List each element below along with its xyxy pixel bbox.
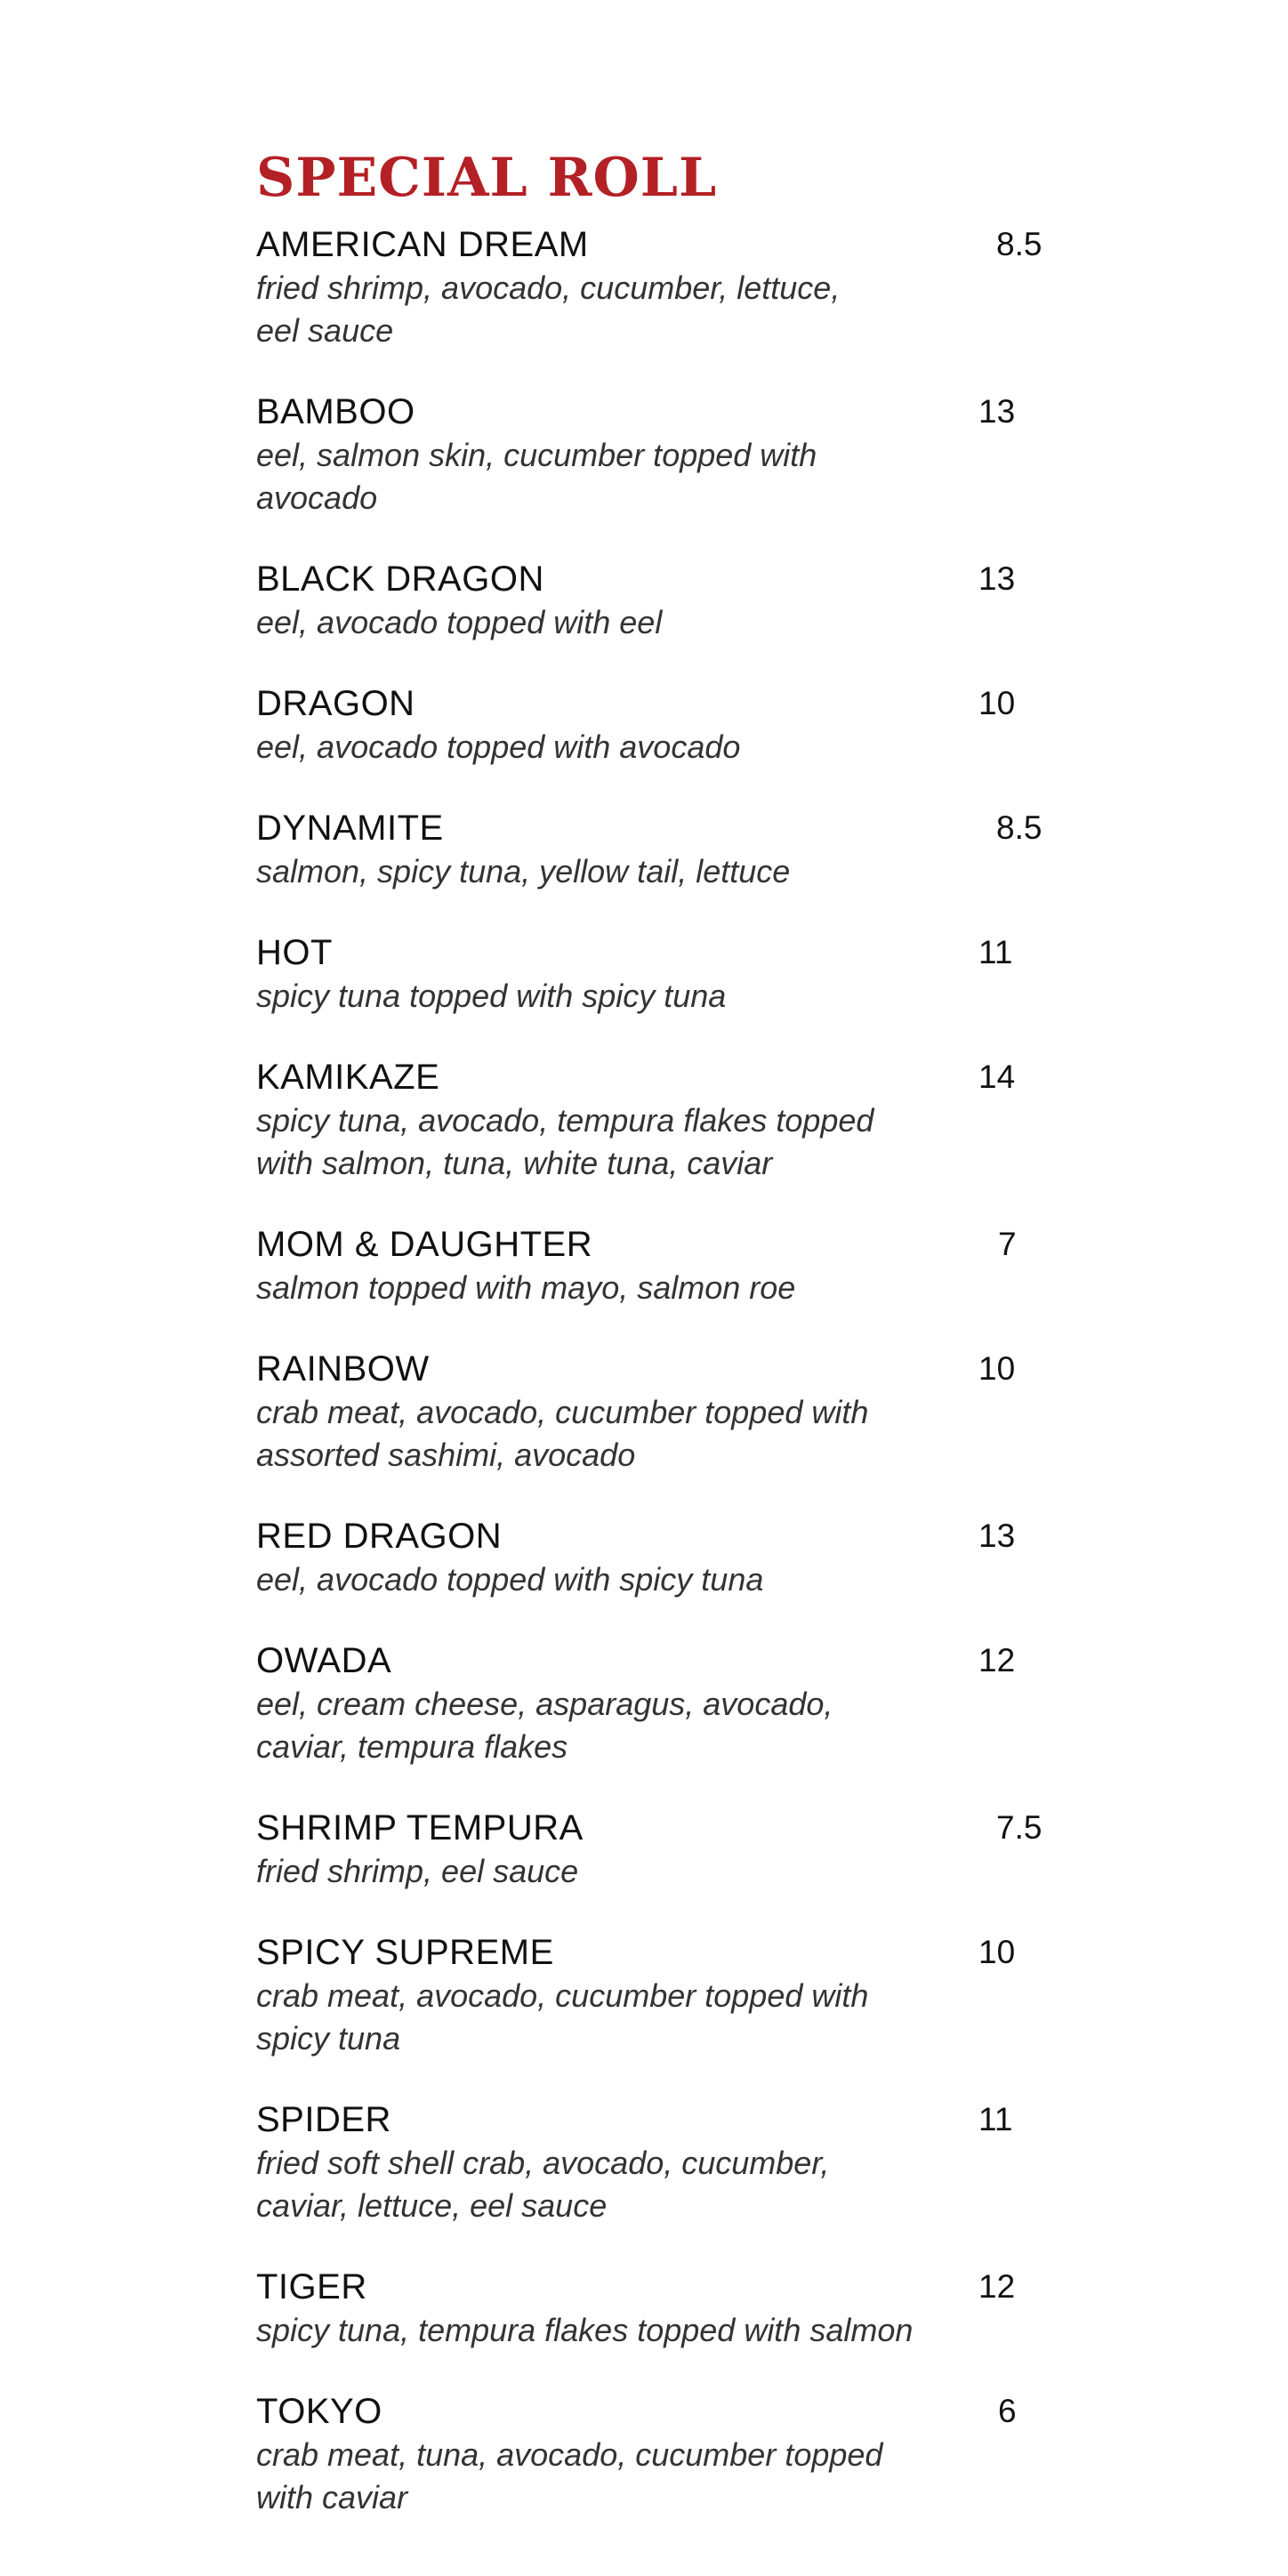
description-line: fried shrimp, avocado, cucumber, lettuce, (256, 270, 841, 306)
item-name: SHRIMP TEMPURA (256, 1808, 584, 1847)
item-description (256, 1558, 968, 1601)
description-line: spicy tuna (256, 2020, 401, 2057)
item-name: SPICY SUPREME (256, 1933, 554, 1972)
menu-item (256, 1930, 1057, 2060)
menu-item (256, 2389, 1057, 2519)
item-description (256, 1683, 932, 1768)
menu-item (256, 390, 1057, 519)
description-line: eel, salmon skin, cucumber topped with (256, 437, 817, 473)
description-line: salmon topped with mayo, salmon roe (256, 1269, 796, 1306)
description-line: salmon, spicy tuna, yellow tail, lettuce (256, 853, 791, 890)
item-price: 13 (978, 393, 1016, 430)
item-name: BAMBOO (256, 392, 415, 431)
item-description (256, 2142, 932, 2227)
item-description (256, 1391, 932, 1477)
item-name: MOM & DAUGHTER (256, 1225, 593, 1264)
item-name: SPIDER (256, 2100, 391, 2139)
item-price: 7.5 (996, 1809, 1042, 1846)
item-description (256, 850, 968, 893)
description-line: eel, cream cheese, asparagus, avocado, (256, 1686, 833, 1722)
item-description (256, 975, 968, 1018)
menu-item-list (256, 222, 1057, 2519)
item-price: 11 (978, 934, 1013, 970)
description-line: avocado (256, 479, 378, 516)
description-line: assorted sashimi, avocado (256, 1437, 636, 1473)
item-description (256, 434, 932, 519)
description-line: with salmon, tuna, white tuna, caviar (256, 1145, 773, 1181)
item-description (256, 601, 968, 644)
description-line: eel, avocado topped with spicy tuna (256, 1561, 764, 1598)
description-line: with caviar (256, 2479, 408, 2516)
description-line: eel sauce (256, 312, 394, 349)
menu-item (256, 681, 1057, 769)
description-line: caviar, lettuce, eel sauce (256, 2187, 608, 2224)
item-name: OWADA (256, 1641, 392, 1680)
item-name: RAINBOW (256, 1349, 430, 1389)
item-description (256, 1850, 968, 1893)
item-description (256, 1267, 968, 1309)
item-name: TOKYO (256, 2392, 382, 2431)
item-price: 8.5 (996, 226, 1042, 262)
menu-item (256, 2265, 1057, 2352)
description-line: eel, avocado topped with avocado (256, 729, 741, 765)
description-line: crab meat, avocado, cucumber topped with (256, 1394, 869, 1430)
item-description (256, 726, 968, 769)
description-line: spicy tuna, tempura flakes topped with salmon (256, 2312, 914, 2348)
item-price: 13 (978, 560, 1016, 597)
item-description (256, 267, 932, 352)
menu-item (256, 930, 1057, 1018)
description-line: crab meat, tuna, avocado, cucumber topped (256, 2436, 883, 2473)
item-name: RED DRAGON (256, 1517, 503, 1556)
menu-item (256, 1055, 1057, 1185)
item-description (256, 2309, 968, 2352)
menu-item (256, 1638, 1057, 1768)
item-description (256, 2434, 932, 2519)
menu-item (256, 1806, 1057, 1893)
item-description (256, 1975, 932, 2060)
menu-item (256, 806, 1057, 893)
item-price: 12 (978, 1642, 1016, 1678)
menu-item (256, 1222, 1057, 1309)
description-line: fried soft shell crab, avocado, cucumber, (256, 2145, 830, 2181)
menu-item (256, 2097, 1057, 2227)
menu-item (256, 222, 1057, 352)
menu-item (256, 1347, 1057, 1477)
item-price: 13 (978, 1517, 1016, 1554)
item-price: 6 (998, 2393, 1017, 2429)
item-name: DYNAMITE (256, 809, 444, 848)
item-name: AMERICAN DREAM (256, 225, 589, 264)
item-price: 11 (978, 2101, 1013, 2137)
menu-item (256, 1514, 1057, 1601)
section-title: SPECIAL ROLL (256, 147, 718, 209)
menu (256, 142, 1057, 2556)
description-line: eel, avocado topped with eel (256, 604, 663, 640)
description-line: caviar, tempura flakes (256, 1728, 568, 1765)
item-name: BLACK DRAGON (256, 559, 544, 599)
item-price: 10 (978, 1350, 1016, 1387)
description-line: spicy tuna topped with spicy tuna (256, 978, 727, 1014)
menu-item (256, 557, 1057, 644)
item-price: 10 (978, 1934, 1016, 1970)
item-price: 7 (998, 1226, 1017, 1262)
item-name: DRAGON (256, 684, 415, 723)
description-line: crab meat, avocado, cucumber topped with (256, 1977, 869, 2014)
item-name: HOT (256, 933, 333, 972)
item-name: KAMIKAZE (256, 1058, 440, 1097)
item-price: 8.5 (996, 809, 1042, 846)
item-price: 14 (978, 1059, 1016, 1095)
item-description (256, 1099, 932, 1185)
item-name: TIGER (256, 2267, 367, 2306)
description-line: fried shrimp, eel sauce (256, 1853, 579, 1889)
item-price: 12 (978, 2268, 1016, 2305)
item-price: 10 (978, 685, 1016, 721)
description-line: spicy tuna, avocado, tempura flakes topped (256, 1102, 874, 1139)
